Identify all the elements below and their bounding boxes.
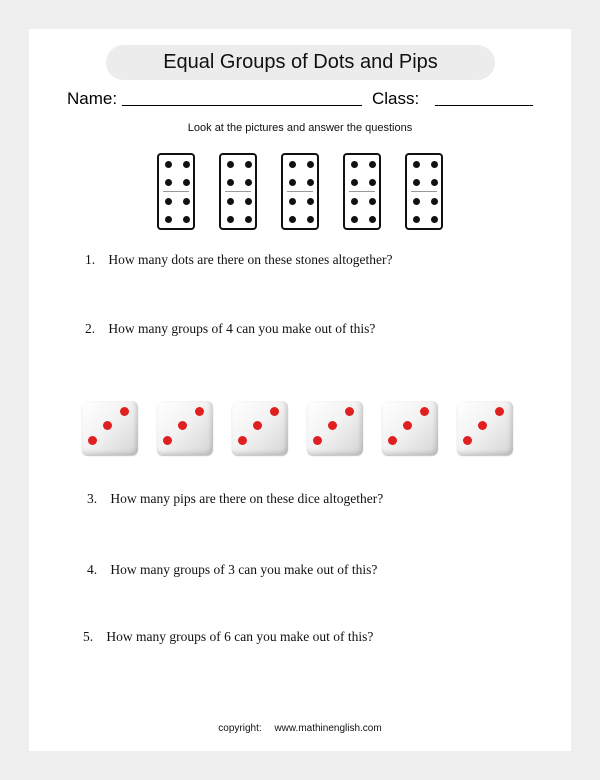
die-pip [313,436,322,445]
domino-dot [165,216,172,223]
die-pip [495,407,504,416]
die-pip [345,407,354,416]
die-pip [388,436,397,445]
question-4 [87,562,377,578]
die-pip [463,436,472,445]
domino-dot [245,198,252,205]
question-3 [87,491,383,507]
domino-tile [281,153,319,230]
domino-divider [411,191,437,192]
domino-dot [369,216,376,223]
name-label: Name: [67,89,118,108]
domino-dot [165,179,172,186]
die-pip [178,421,187,430]
die [382,401,438,455]
worksheet-page [29,29,571,751]
domino-dot [369,161,376,168]
domino-dot [369,198,376,205]
domino-dot [165,198,172,205]
die-pip [270,407,279,416]
domino-dot [289,198,296,205]
class-label: Class: [372,89,420,108]
domino-dot [351,216,358,223]
domino-dot [413,179,420,186]
question-text: How many groups of 4 can you make out of this? [108,321,376,336]
question-5 [83,629,373,645]
class-blank-line [435,105,533,106]
domino-dot [227,216,234,223]
question-number: 3. [87,491,98,506]
domino-dot [227,198,234,205]
die [232,401,288,455]
die [157,401,213,455]
domino-dot [227,179,234,186]
domino-dot [289,179,296,186]
die [307,401,363,455]
question-text: How many groups of 6 can you make out of this? [106,629,374,644]
die-pip [238,436,247,445]
domino-row [157,153,457,233]
domino-divider [287,191,313,192]
domino-dot [307,216,314,223]
question-number: 2. [85,321,96,336]
question-2 [85,321,375,337]
domino-dot [431,161,438,168]
domino-dot [289,161,296,168]
name-class-row [67,89,537,113]
die-pip [163,436,172,445]
dice-row [82,401,522,461]
instruction-text: Look at the pictures and answer the questions [187,122,413,134]
die-pip [420,407,429,416]
domino-dot [183,198,190,205]
die-pip [103,421,112,430]
domino-divider [349,191,375,192]
domino-dot [351,161,358,168]
die [82,401,138,455]
die-pip [88,436,97,445]
domino-dot [413,161,420,168]
die-pip [253,421,262,430]
die-pip [120,407,129,416]
domino-dot [413,198,420,205]
copyright-footer [29,723,571,734]
question-text: How many pips are there on these dice altogether? [110,491,384,506]
domino-dot [183,161,190,168]
domino-dot [245,179,252,186]
domino-dot [307,161,314,168]
domino-tile [219,153,257,230]
question-text: How many groups of 3 can you make out of this? [110,562,378,577]
domino-divider [163,191,189,192]
die [457,401,513,455]
domino-dot [245,216,252,223]
domino-dot [183,216,190,223]
die-pip [478,421,487,430]
domino-dot [307,198,314,205]
domino-dot [165,161,172,168]
domino-dot [351,179,358,186]
domino-dot [183,179,190,186]
question-number: 4. [87,562,98,577]
domino-tile [157,153,195,230]
domino-dot [431,198,438,205]
domino-dot [289,216,296,223]
die-pip [328,421,337,430]
question-number: 1. [85,252,96,267]
domino-dot [369,179,376,186]
question-1 [85,252,393,268]
worksheet-title: Equal Groups of Dots and Pips [106,45,495,80]
die-pip [195,407,204,416]
question-number: 5. [83,629,94,644]
domino-tile [343,153,381,230]
domino-dot [245,161,252,168]
domino-divider [225,191,251,192]
copyright-label: copyright: [218,723,262,734]
domino-dot [431,216,438,223]
name-blank-line [122,105,362,106]
question-text: How many dots are there on these stones altogether? [108,252,393,267]
domino-dot [227,161,234,168]
copyright-site: www.mathinenglish.com [274,723,382,734]
domino-dot [351,198,358,205]
domino-dot [431,179,438,186]
domino-dot [307,179,314,186]
domino-tile [405,153,443,230]
die-pip [403,421,412,430]
domino-dot [413,216,420,223]
